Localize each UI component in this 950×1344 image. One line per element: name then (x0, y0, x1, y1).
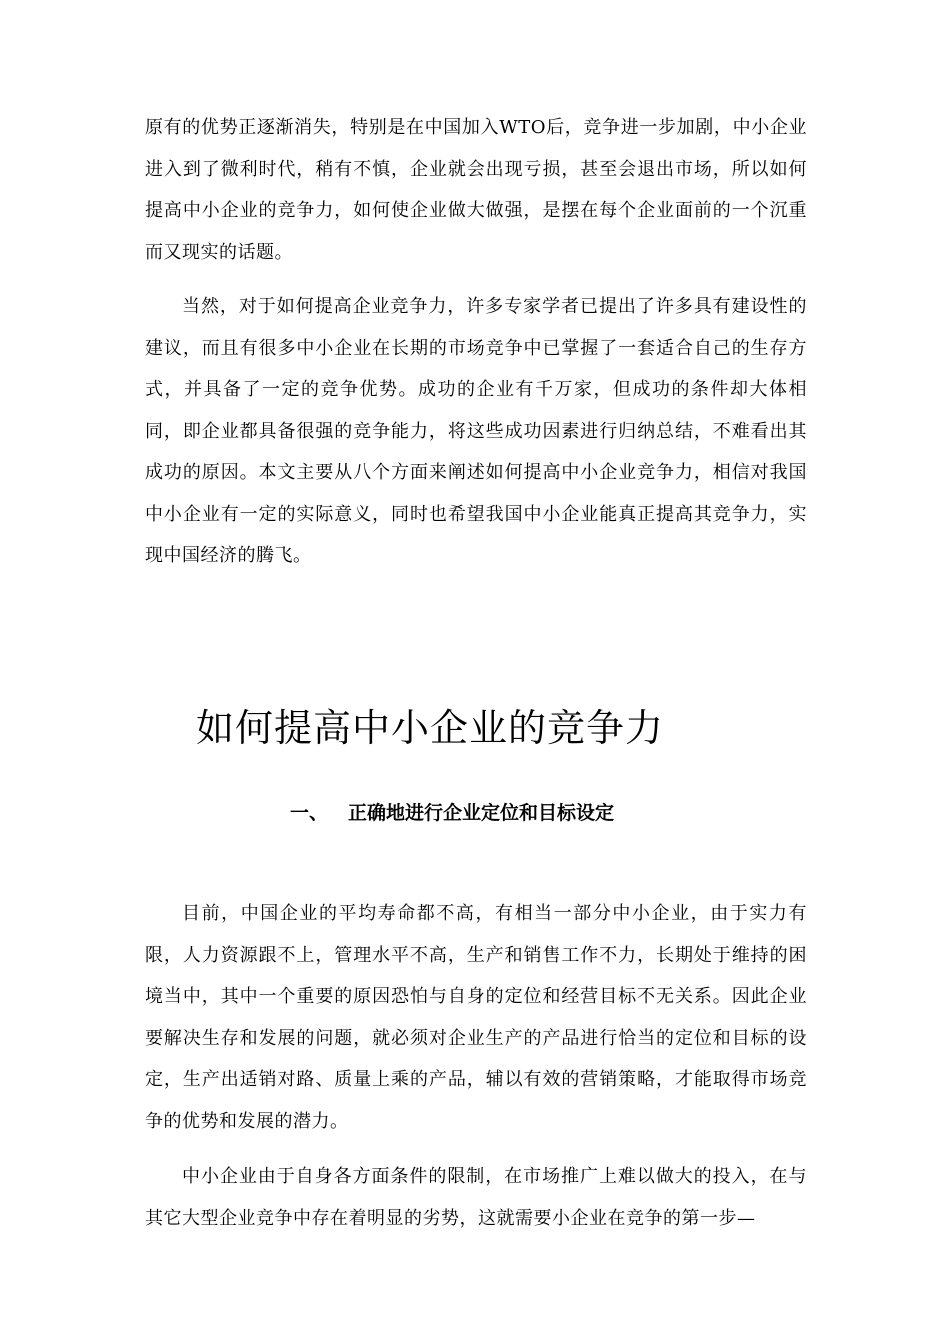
section-title: 正确地进行企业定位和目标设定 (348, 802, 615, 824)
paragraph-section-1: 目前，中国企业的平均寿命都不高，有相当一部分中小企业，由于实力有限，人力资源跟不上，管理水平不高，生产和销售工作不力，长期处于维持的困境当中，其中一个重要的原因恐怕与自身的定位和经营目标不无关系。因此企业要解决生存和发展的问题，就必须对企业生产的产品进行恰当的定位和目标的设定，生产出适销对路、质量上乘的产品，辅以有效的营销策略，才能取得市场竞争的优势和发展的潜力。 (145, 903, 807, 1132)
document-title: 如何提高中小企业的竞争力 (196, 706, 665, 750)
section-number: 一、 (290, 802, 329, 824)
paragraph-intro: 当然，对于如何提高企业竞争力，许多专家学者已提出了许多具有建设性的建议，而且有很多中小企业在长期的市场竞争中已掌握了一套适合自己的生存方式，并具备了一定的竞争优势。成功的企业有千万家，但成功的条件却大体相同，即企业都具备很强的竞争能力，将这些成功因素进行归纳总结，不难看出其成功的原因。本文主要从八个方面来阐述如何提高中小企业竞争力，相信对我国中小企业有一定的实际意义，同时也希望我国中小企业能真正提高其竞争力，实现中国经济的腾飞。 (145, 296, 807, 566)
section-heading (290, 798, 614, 828)
paragraph-continuation: 原有的优势正逐渐消失，特别是在中国加入WTO后，竞争进一步加剧，中小企业进入到了微利时代，稍有不慎，企业就会出现亏损，甚至会退出市场，所以如何提高中小企业的竞争力，如何使企业做大做强，是摆在每个企业面前的一个沉重而又现实的话题。 (145, 117, 807, 263)
paragraph-section-2: 中小企业由于自身各方面条件的限制，在市场推广上难以做大的投入，在与其它大型企业竞争中存在着明显的劣势，这就需要小企业在竞争的第一步— (145, 1166, 807, 1229)
